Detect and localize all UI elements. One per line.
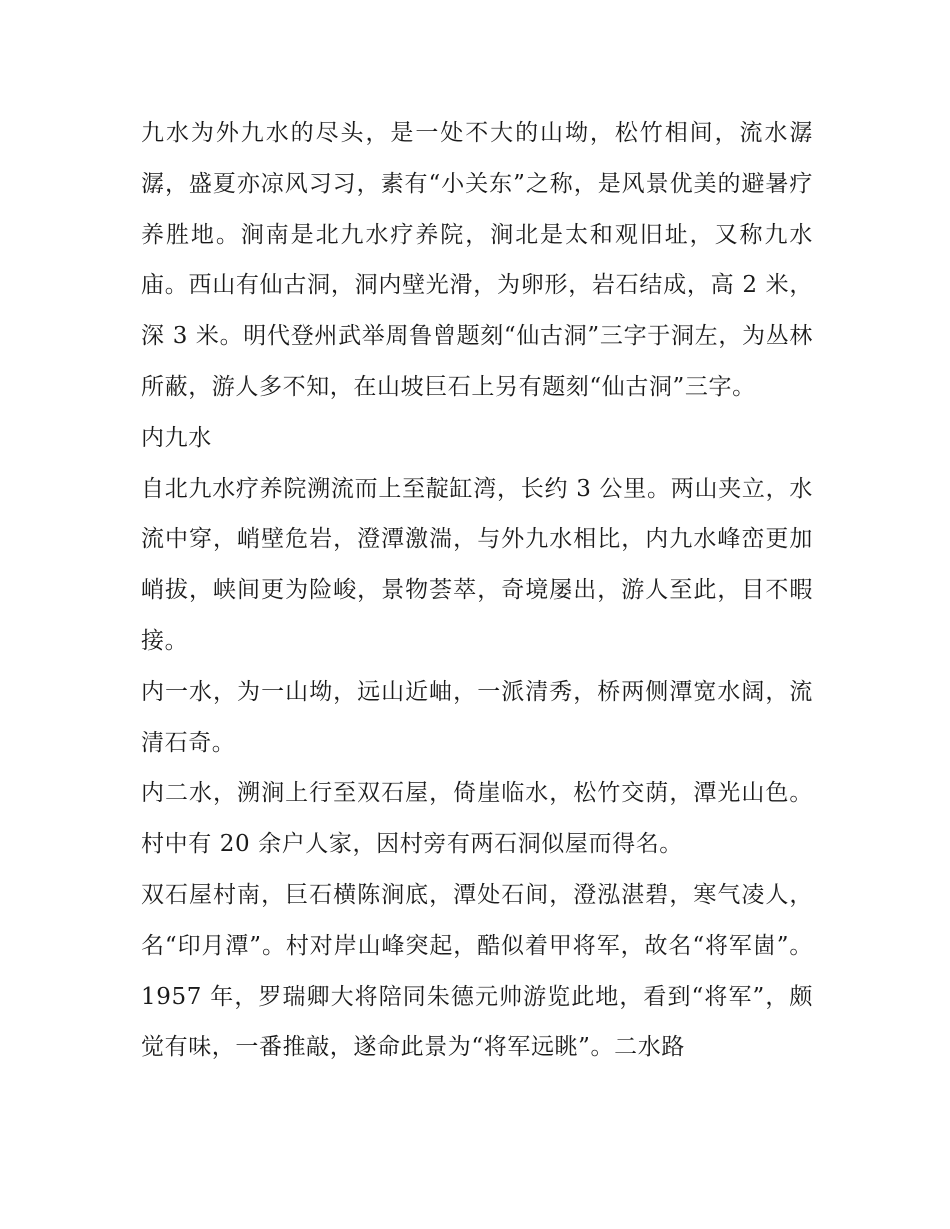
document-body [141, 108, 813, 1073]
paragraph-outer-ninth-water: 九水为外九水的尽头，是一处不大的山坳，松竹相间，流水潺潺，盛夏亦凉风习习，素有“小关东”之称，是风景优美的避暑疗养胜地。涧南是北九水疗养院，涧北是太和观旧址，又称九水庙。西山有仙古洞，洞内壁光滑，为卵形，岩石结成，高 2 米，深 3 米。明代登州武举周鲁曾题刻“仙古洞”三字于洞左，为丛林所蔽，游人多不知，在山坡巨石上另有题刻“仙古洞”三字。 [141, 120, 813, 400]
paragraph-inner-second-water: 内二水，溯涧上行至双石屋，倚崖临水，松竹交荫，潭光山色。村中有 20 余户人家，因村旁有两石洞似屋而得名。 [141, 780, 813, 858]
paragraph-shuangshiwu-south: 双石屋村南，巨石横陈涧底，潭处石间，澄泓湛碧，寒气凌人，名“印月潭”。村对岸山峰突起，酷似着甲将军，故名“将军崮”。1957 年，罗瑞卿大将陪同朱德元帅游览此地，看到“将军”，颇觉有味，一番推敲，遂命此景为“将军远眺”。二水路 [141, 881, 813, 1061]
paragraph-inner-first-water: 内一水，为一山坳，远山近岫，一派清秀，桥两侧潭宽水阔，流清石奇。 [141, 678, 813, 756]
paragraph-inner-nine-waters-overview: 自北九水疗养院溯流而上至靛缸湾，长约 3 公里。两山夹立，水流中穿，峭壁危岩，澄潭激湍，与外九水相比，内九水峰峦更加峭拔，峡间更为险峻，景物荟萃，奇境屡出，游人至此，目不暇接。 [141, 475, 813, 654]
section-heading-inner-nine-waters: 内九水 [141, 424, 212, 451]
